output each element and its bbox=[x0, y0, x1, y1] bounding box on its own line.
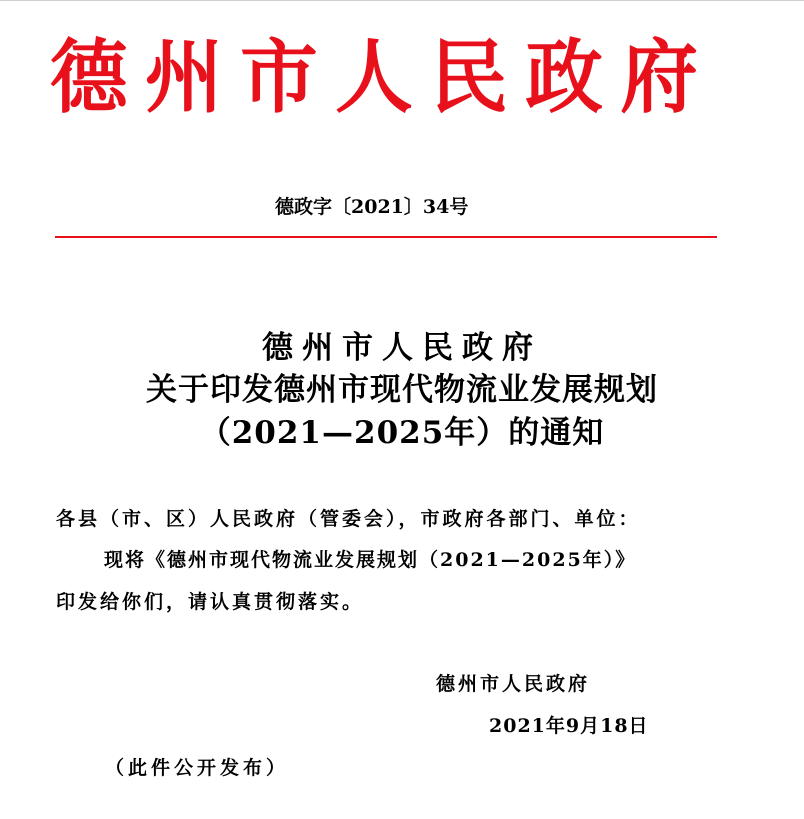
salutation: 各县（市、区）人民政府（管委会），市政府各部门、单位： bbox=[56, 508, 641, 530]
letterhead-issuer: 德州市人民政府 bbox=[50, 30, 716, 124]
document-number: 德政字〔2021〕34号 bbox=[275, 196, 469, 218]
signature-date: 2021年9月18日 bbox=[489, 715, 649, 737]
page-top-strip bbox=[0, 1, 804, 23]
signature-signer: 德州市人民政府 bbox=[436, 673, 591, 695]
document-title-line-1: 德州市人民政府 bbox=[262, 330, 542, 366]
body-paragraph-line-2: 印发给你们，请认真贯彻落实。 bbox=[56, 591, 365, 613]
body-paragraph-line-1: 现将《德州市现代物流业发展规划（2021—2025年）》 bbox=[104, 549, 637, 571]
letterhead-red-rule bbox=[55, 236, 717, 238]
document-title-line-2: 关于印发德州市现代物流业发展规划 bbox=[146, 372, 658, 408]
publication-notice: （此件公开发布） bbox=[105, 757, 290, 779]
document-title-line-3: （2021—2025年）的通知 bbox=[199, 415, 605, 451]
